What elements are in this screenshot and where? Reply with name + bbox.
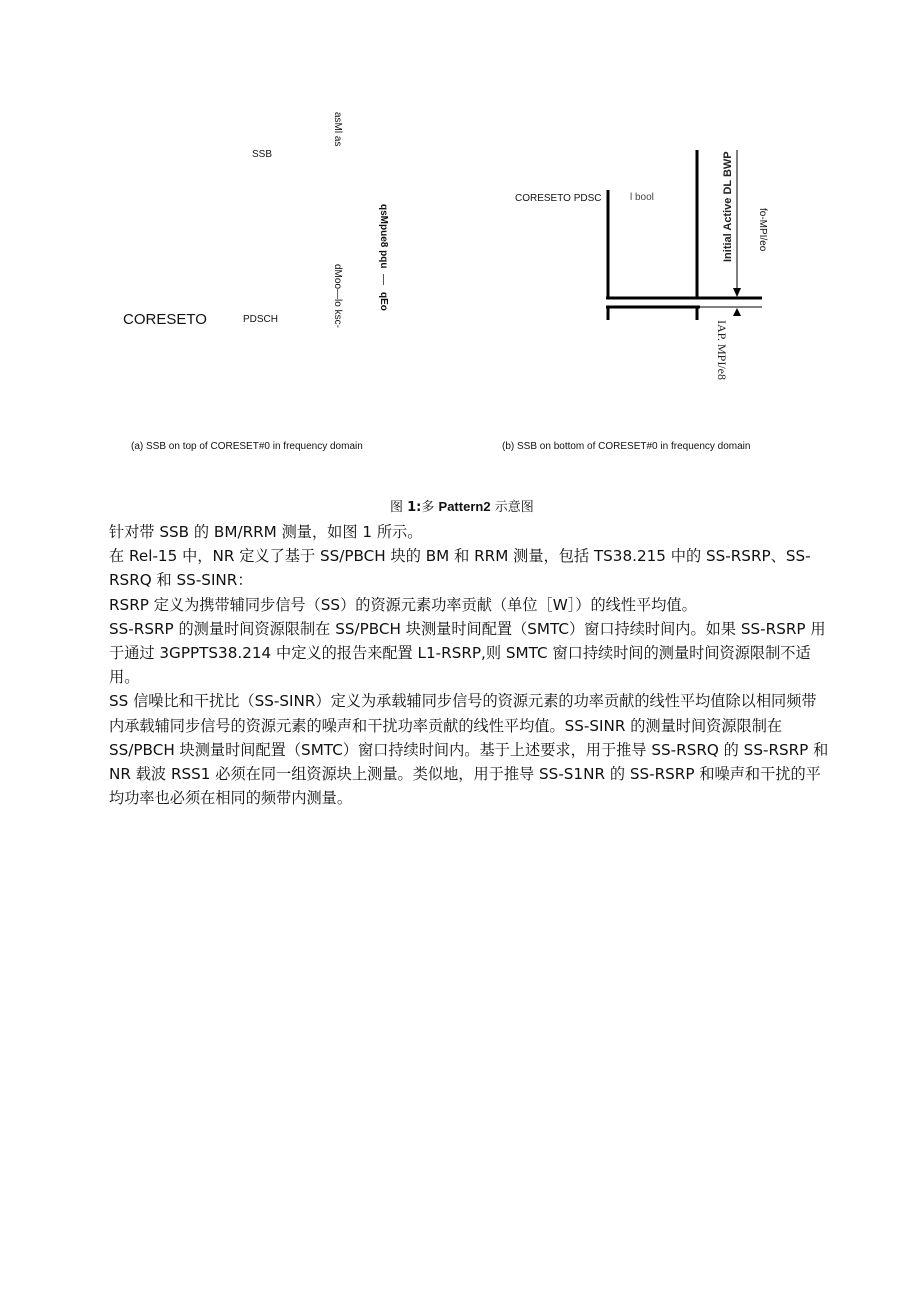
coreset-pdsch-label: CORESETO PDSC [515, 193, 602, 204]
rotated-label-right: fo-MPI/eo [757, 208, 768, 252]
paragraph: 在 Rel-15 中，NR 定义了基于 SS/PBCH 块的 BM 和 RRM 测量，包括 TS38.215 中的 SS-RSRP、SS-RSRQ 和 SS-SINR： [109, 547, 811, 590]
rotated-label-eq: qEo [378, 292, 389, 311]
rotated-label-top: asMl as [332, 112, 343, 147]
coreset-label: CORESETO [123, 311, 207, 328]
rotated-label-mid: qsMpue8 pqu [378, 204, 389, 269]
garbled-label: l bool [630, 192, 654, 203]
tick-mark [383, 274, 384, 285]
paragraph: 针对带 SSB 的 BM/RRM 测量，如图 1 所示。 [109, 523, 423, 541]
paragraph: RSRP 定义为携带辅同步信号（SS）的资源元素功率贡献（单位［W］）的线性平均值。 [109, 595, 697, 614]
arrow-head-down [733, 288, 741, 297]
figure-title-number: 1: [407, 500, 422, 515]
caption-b: (b) SSB on bottom of CORESET#0 in frequency domain [502, 441, 751, 452]
pdsch-label: PDSCH [243, 314, 279, 325]
figure-title-bold: Pattern2 [438, 499, 491, 514]
caption-a: (a) SSB on top of CORESET#0 in frequency domain [131, 441, 363, 452]
paragraph: SS-RSRP 的测量时间资源限制在 SS/PBCH 块测量时间配置（SMTC）窗口持续时间内。如果 SS-RSRP 用于通过 3GPPTS38.214 中定义的报告来配置 L1-RSRP,则 SMTC 窗口持续时间的测量时间资源限制不适用。 [109, 619, 826, 687]
arrow-head-up [733, 308, 741, 316]
body-text [109, 520, 829, 810]
bwp-diagram [590, 140, 770, 325]
bwp-label: Initial Active DL BWP [722, 151, 734, 262]
figure-title-suffix: 示意图 [490, 500, 534, 515]
ssb-label: SSB [252, 149, 273, 160]
figure-title-mid: 多 [421, 500, 439, 515]
figure-title [390, 496, 534, 515]
rotated-label-bottom: IAP. MPI/e8 [715, 320, 729, 381]
figure-title-prefix: 图 [390, 500, 408, 515]
rotated-label-low: dMoo—lo ksc- [332, 264, 343, 328]
paragraph: SS 信噪比和干扰比（SS-SINR）定义为承载辅同步信号的资源元素的功率贡献的线性平均值除以相同频带内承载辅同步信号的资源元素的噪声和干扰功率贡献的线性平均值。SS-SINR 的测量时间资源限制在 SS/PBCH 块测量时间配置（SMTC）窗口持续时间内。基于上述要求，用于推导 SS-RSRQ 的 SS-RSRP 和 NR 载波 RSS1 必须在同一组资源块上测量。类似地，用于推导 SS-S1NR 的 SS-RSRP 和噪声和干扰的平均功率也必须在相同的频带内测量。 [109, 692, 829, 808]
